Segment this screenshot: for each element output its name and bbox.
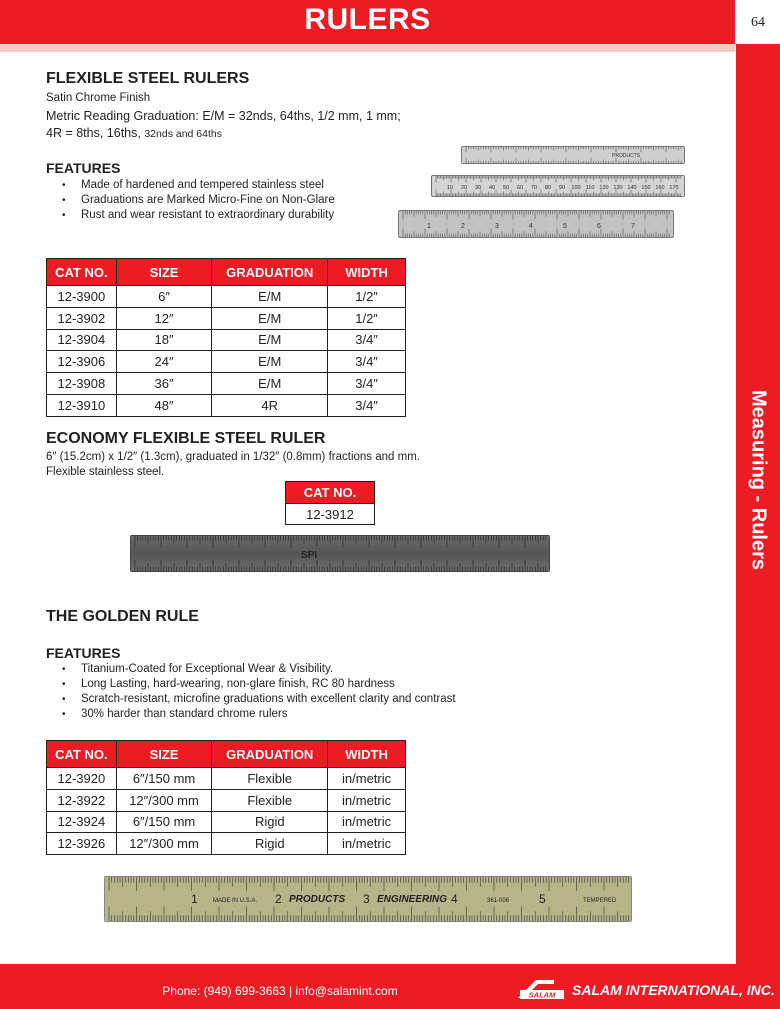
table-row	[47, 789, 406, 811]
chrome-ruler-inch-svg	[399, 211, 673, 237]
cell: 12″/300 mm	[116, 833, 212, 855]
metric-graduation-text: Metric Reading Graduation: E/M = 32nds, 64ths, 1/2 mm, 1 mm;	[46, 109, 401, 123]
finish-text: Satin Chrome Finish	[46, 92, 151, 104]
cell: in/metric	[328, 789, 406, 811]
table-row	[47, 351, 406, 373]
chrome-ruler-inch-image	[398, 210, 674, 238]
cell: Flexible	[212, 789, 328, 811]
cell: 6″/150 mm	[116, 768, 212, 790]
cell: 12-3902	[47, 307, 117, 329]
cell: 3/4″	[328, 329, 406, 351]
salam-logo-icon	[516, 976, 568, 1002]
cell: E/M	[212, 286, 328, 308]
economy-desc-line2: Flexible stainless steel.	[46, 466, 165, 478]
chrome-ruler-small-svg	[462, 147, 684, 163]
chrome-ruler-metric-svg	[432, 176, 684, 196]
column-header: SIZE	[116, 259, 212, 286]
golden-rule-table	[46, 740, 406, 855]
ruler-brand-label: SPI	[301, 550, 318, 561]
features-title-2: FEATURES	[46, 645, 121, 661]
contact-info: Phone: (949) 699-3663 | info@salamint.com	[162, 984, 398, 998]
column-header: CAT NO.	[47, 259, 117, 286]
company-name: SALAM INTERNATIONAL, INC.	[572, 982, 775, 998]
column-header: WIDTH	[328, 741, 406, 768]
cell: 24″	[116, 351, 212, 373]
ruler-numeral: 4	[451, 892, 458, 906]
table-row	[47, 286, 406, 308]
table-row	[47, 373, 406, 395]
ruler-tick-label: 150	[641, 185, 651, 191]
chrome-ruler-small-image	[461, 146, 685, 164]
page-number: 64	[751, 15, 765, 30]
ruler-tick-label: 7	[631, 223, 635, 230]
ruler-tick-label: 50	[502, 185, 510, 191]
economy-ruler-svg	[131, 536, 549, 571]
table-row	[47, 811, 406, 833]
flexible-rulers-table	[46, 258, 406, 417]
section-title-flexible: FLEXIBLE STEEL RULERS	[46, 70, 250, 87]
cell: 12-3904	[47, 329, 117, 351]
fourr-text-small: 32nds and 64ths	[144, 128, 222, 140]
fourr-graduation-text	[46, 125, 222, 143]
cell: Flexible	[212, 768, 328, 790]
cell: E/M	[212, 307, 328, 329]
cell: 3/4″	[328, 351, 406, 373]
ruler-tick-label: 120	[599, 185, 609, 191]
cell: E/M	[212, 351, 328, 373]
column-header: GRADUATION	[212, 741, 328, 768]
table-row	[47, 833, 406, 855]
column-header: GRADUATION	[212, 259, 328, 286]
ruler-tick-label: 40	[488, 185, 496, 191]
ruler-tick-label: 6	[597, 223, 601, 230]
section-title-economy: ECONOMY FLEXIBLE STEEL RULER	[46, 430, 326, 447]
feature-item: • Rust and wear resistant to extraordinary durability	[62, 208, 335, 223]
logo-mark-text: SALAM	[528, 990, 556, 1000]
cell: Rigid	[212, 811, 328, 833]
cell: 12-3908	[47, 373, 117, 395]
ruler-tick-label: 80	[544, 185, 552, 191]
feature-item: • Graduations are Marked Micro-Fine on Non-Glare	[62, 193, 335, 208]
ruler-tick-label: 130	[613, 185, 623, 191]
cell: 12-3926	[47, 833, 117, 855]
economy-ruler-image	[130, 535, 550, 572]
table-row	[286, 504, 375, 525]
column-header: WIDTH	[328, 259, 406, 286]
page-title: RULERS	[304, 3, 431, 36]
cell: 6″	[116, 286, 212, 308]
feature-item: • Long Lasting, hard-wearing, non-glare finish, RC 80 hardness	[62, 677, 456, 692]
features-list-1	[62, 178, 335, 223]
header-accent-strip	[0, 44, 735, 52]
ruler-imprint: PRODUCTS	[289, 894, 346, 905]
feature-item: • 30% harder than standard chrome rulers	[62, 707, 456, 722]
cell: 12-3920	[47, 768, 117, 790]
ruler-tick-label: 140	[627, 185, 637, 191]
ruler-tick-label: 20	[460, 185, 468, 191]
ruler-tick-label: 170	[669, 185, 679, 191]
feature-item: • Scratch-resistant, microfine graduations with excellent clarity and contrast	[62, 692, 456, 707]
cell: 48″	[116, 394, 212, 416]
cell: in/metric	[328, 811, 406, 833]
feature-item: • Made of hardened and tempered stainless steel	[62, 178, 335, 193]
column-header: CAT NO.	[286, 482, 375, 504]
cell: Rigid	[212, 833, 328, 855]
table-header-row	[47, 741, 406, 768]
cell: in/metric	[328, 768, 406, 790]
ruler-brand-label: PRODUCTS	[612, 153, 641, 159]
ruler-numeral: 2	[275, 892, 282, 906]
company-logo	[516, 976, 775, 1002]
cell: 12-3900	[47, 286, 117, 308]
ruler-tick-label: 90	[558, 185, 566, 191]
ruler-numeral: 3	[363, 892, 370, 906]
ruler-imprint: ENGINEERING	[377, 894, 448, 905]
cell: 1/2″	[328, 286, 406, 308]
cell: 12-3922	[47, 789, 117, 811]
table-row	[47, 307, 406, 329]
ruler-tick-label: 5	[563, 223, 567, 230]
ruler-tick-label: 4	[529, 223, 533, 230]
ruler-imprint: TEMPERED	[583, 898, 617, 904]
table-header-row	[286, 482, 375, 504]
ruler-tick-label: 2	[461, 223, 465, 230]
cell: 1/2″	[328, 307, 406, 329]
feature-item: • Titanium-Coated for Exceptional Wear & Visibility.	[62, 662, 456, 677]
table-row	[47, 768, 406, 790]
cell: 12″	[116, 307, 212, 329]
cell: 3/4″	[328, 373, 406, 395]
golden-ruler-svg	[105, 877, 631, 921]
economy-cat-table	[285, 481, 375, 525]
economy-desc-line1: 6″ (15.2cm) x 1/2″ (1.3cm), graduated in 1/32″ (0.8mm) fractions and mm.	[46, 451, 420, 463]
section-title-golden: THE GOLDEN RULE	[46, 608, 199, 625]
cell: in/metric	[328, 833, 406, 855]
ruler-tick-label: 100	[571, 185, 581, 191]
ruler-imprint: 361-006	[487, 898, 510, 904]
ruler-tick-label: 110	[585, 185, 595, 191]
cell: 3/4″	[328, 394, 406, 416]
fourr-text-main: 4R = 8ths, 16ths,	[46, 126, 141, 140]
cell: 18″	[116, 329, 212, 351]
table-row	[47, 394, 406, 416]
ruler-numeral: 1	[191, 892, 198, 906]
table-header-row	[47, 259, 406, 286]
table-row	[47, 329, 406, 351]
side-tab-label: Measuring - Rulers	[747, 389, 770, 571]
cell: 12-3924	[47, 811, 117, 833]
cell: E/M	[212, 373, 328, 395]
cell: 12″/300 mm	[116, 789, 212, 811]
cell: 36″	[116, 373, 212, 395]
ruler-tick-label: 60	[516, 185, 524, 191]
cell: 12-3906	[47, 351, 117, 373]
ruler-tick-label: 10	[446, 185, 454, 191]
ruler-tick-label: 1	[427, 223, 431, 230]
column-header: CAT NO.	[47, 741, 117, 768]
column-header: SIZE	[116, 741, 212, 768]
ruler-tick-label: 70	[530, 185, 538, 191]
features-title-1: FEATURES	[46, 160, 121, 176]
ruler-numeral: 5	[539, 892, 546, 906]
features-list-2	[62, 662, 456, 722]
page-header	[0, 0, 735, 44]
ruler-imprint: MADE IN U.S.A.	[213, 898, 258, 904]
chrome-ruler-metric-image	[431, 175, 685, 197]
ruler-tick-label: 30	[474, 185, 482, 191]
cell: 12-3912	[286, 504, 375, 525]
ruler-tick-label: 3	[495, 223, 499, 230]
cell: 12-3910	[47, 394, 117, 416]
cell: 6″/150 mm	[116, 811, 212, 833]
cell: 4R	[212, 394, 328, 416]
cell: E/M	[212, 329, 328, 351]
ruler-tick-label: 160	[655, 185, 665, 191]
golden-ruler-image	[104, 876, 632, 922]
